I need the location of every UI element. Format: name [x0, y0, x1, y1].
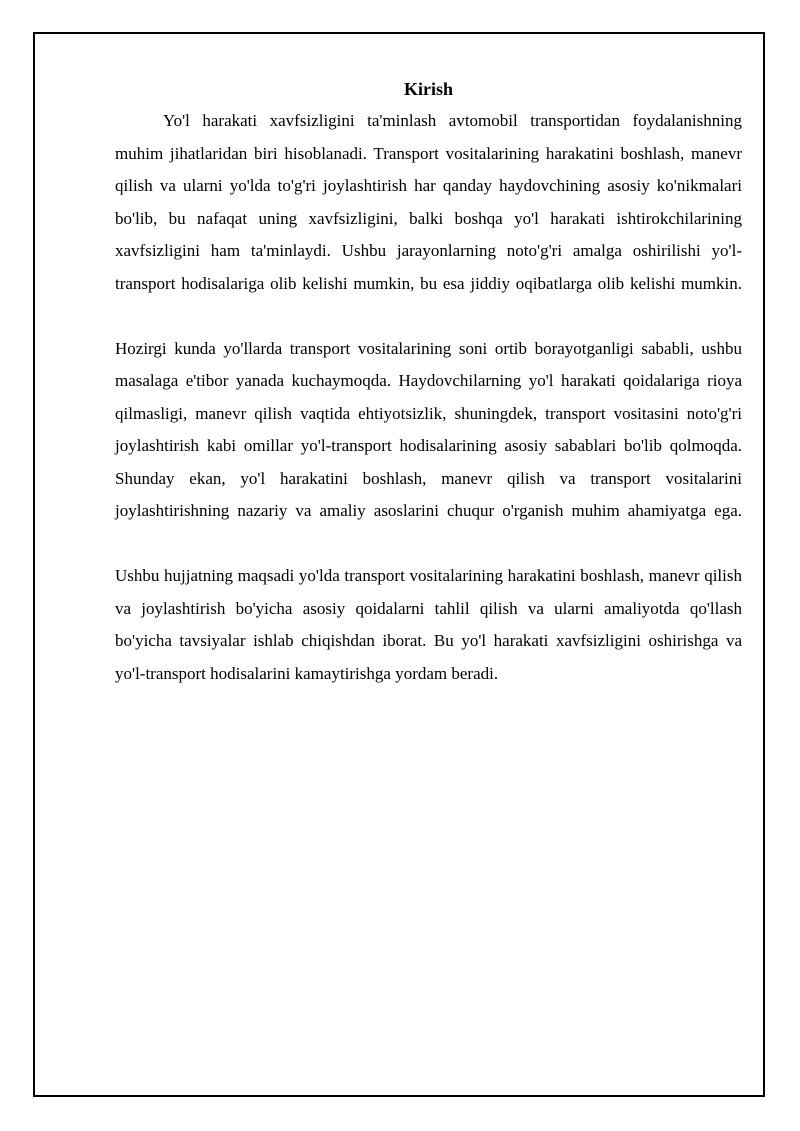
paragraph-2: Hozirgi kunda yo'llarda transport vositalarining soni ortib borayotganligi sababli, ushbu masalaga e'tibor yanada kuchaymoqda. Haydovchilarning yo'l harakati qoidalariga rioya qilmasligi, manevr qilish vaqtida ehtiyotsizlik, shuningdek, transport vositasini noto'g'ri joylashtirish kabi omillar yo'l-transport hodisalarining asosiy sabablari bo'lib qolmoqda. Shunday ekan, yo'l harakatini boshlash, manevr qilish va transport vositalarini joylashtirishning nazariy va amaliy asoslarini chuqur o'rganish muhim ahamiyatga ega. [115, 338, 742, 520]
paragraph-1: Yo'l harakati xavfsizligini ta'minlash avtomobil transportidan foydalanishning muhim jihatlaridan biri hisoblanadi. Transport vositalarining harakatini boshlash, manevr qilish va ularni yo'lda to'g'ri joylashtirish har qanday haydovchining asosiy ko'nikmalari bo'lib, bu nafaqat uning xavfsizligini, balki boshqa yo'l harakati ishtirokchilarining xavfsizligini ham ta'minlaydi. Ushbu jarayonlarning noto'g'ri amalga oshirilishi yo'l-transport hodisalariga olib kelishi mumkin, bu esa jiddiy oqibatlarga olib kelishi mumkin. [115, 111, 742, 293]
paragraph-3: Ushbu hujjatning maqsadi yo'lda transport vositalarining harakatini boshlash, manevr qilish va joylashtirish bo'yicha asosiy qoidalarni tahlil qilish va ularni amaliyotda qo'llash bo'yicha tavsiyalar ishlab chiqishdan iborat. Bu yo'l harakati xavfsizligini oshirishga va yo'l-transport hodisalarini kamaytirishga yordam beradi. [115, 566, 742, 683]
paragraph-gap [115, 528, 742, 561]
paragraph-gap [115, 300, 742, 333]
document-body [115, 76, 742, 690]
document-title: Kirish [403, 79, 453, 99]
